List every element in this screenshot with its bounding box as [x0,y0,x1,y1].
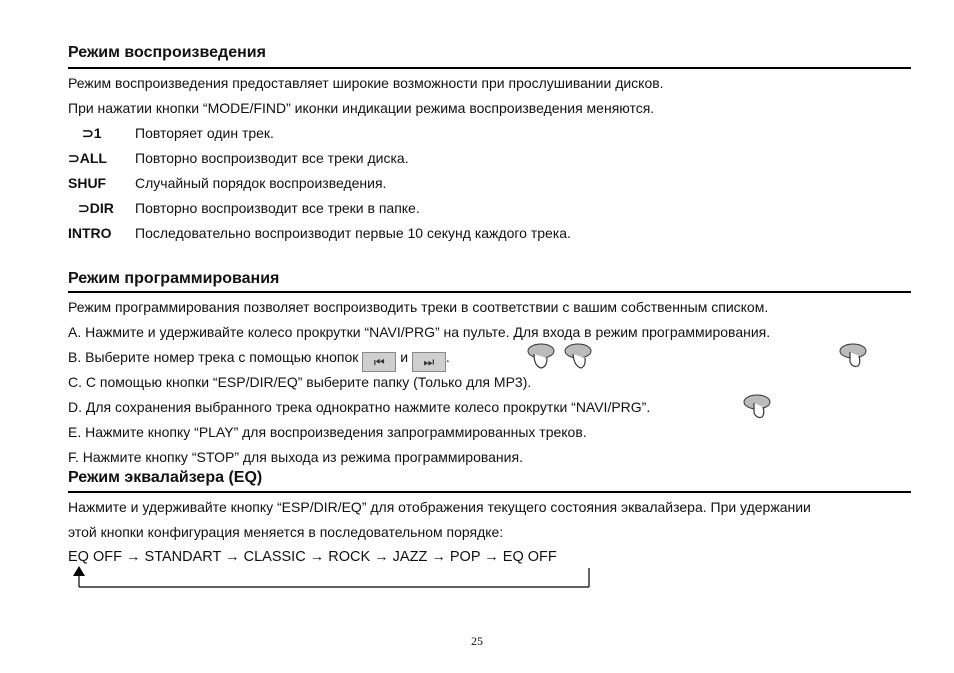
repeat-one-desc: Повторяет один трек. [135,125,274,141]
knob-press-icon [742,393,772,423]
intro-label: INTRO [68,225,112,241]
program-step-b-and: и [400,349,409,365]
program-step-a: A. Нажмите и удерживайте колесо прокрутки “NAVI/PRG” на пульте. Для входа в режим программирования. [68,324,771,340]
prev-track-icon: ⏮ [362,352,396,372]
eq-sequence: EQ OFF → STANDART → CLASSIC → ROCK → JAZZ → POP → EQ OFF [68,549,557,565]
section-rule [68,491,911,493]
shuffle-desc: Случайный порядок воспроизведения. [135,175,387,191]
program-intro-text: Режим программирования позволяет воспроизводить треки в соответствии с вашим собственным списком. [68,299,769,315]
eq-order-text: этой кнопки конфигурация меняется в последовательном порядке: [68,524,504,540]
shuffle-label: SHUF [68,175,107,191]
eq-intro-text: Нажмите и удерживайте кнопку “ESP/DIR/EQ” для отображения текущего состояния эквалайзера. При удержании [68,499,811,515]
intro-desc: Последовательно воспроизводит первые 10 секунд каждого трека. [135,225,571,241]
program-step-b [68,349,450,372]
program-step-e: E. Нажмите кнопку “PLAY” для воспроизведения запрограммированных треков. [68,424,587,440]
knob-rotate-icon [563,342,593,372]
program-step-f: F. Нажмите кнопку “STOP” для выхода из режима программирования. [68,449,523,465]
section-title-eq: Режим эквалайзера (EQ) [68,469,263,486]
repeat-dir-desc: Повторно воспроизводит все треки в папке. [135,200,420,216]
loop-arrow-icon [70,566,600,592]
knob-press-icon [838,342,868,372]
program-step-b-text: B. Выберите номер трека с помощью кнопок [68,349,359,365]
program-step-b-end: . [445,349,450,365]
playback-mode-text: При нажатии кнопки “MODE/FIND” иконки индикации режима воспроизведения меняются. [68,100,655,116]
program-step-c: C. С помощью кнопки “ESP/DIR/EQ” выберите папку (Только для MP3). [68,374,532,390]
knob-rotate-icon [526,342,556,372]
section-rule [68,67,911,69]
repeat-one-icon: ⊃1 [82,125,102,141]
program-step-d: D. Для сохранения выбранного трека однократно нажмите колесо прокрутки “NAVI/PRG”. [68,399,651,415]
section-rule [68,291,911,293]
repeat-all-desc: Повторно воспроизводит все треки диска. [135,150,409,166]
playback-intro-text: Режим воспроизведения предоставляет широкие возможности при прослушивании дисков. [68,75,664,91]
section-title-program: Режим программирования [68,270,280,287]
repeat-dir-icon: ⊃DIR [78,200,114,216]
next-track-icon: ⏭ [412,352,446,372]
repeat-all-icon: ⊃ALL [68,150,107,166]
page-number: 25 [471,634,483,648]
section-title-playback: Режим воспроизведения [68,44,266,61]
